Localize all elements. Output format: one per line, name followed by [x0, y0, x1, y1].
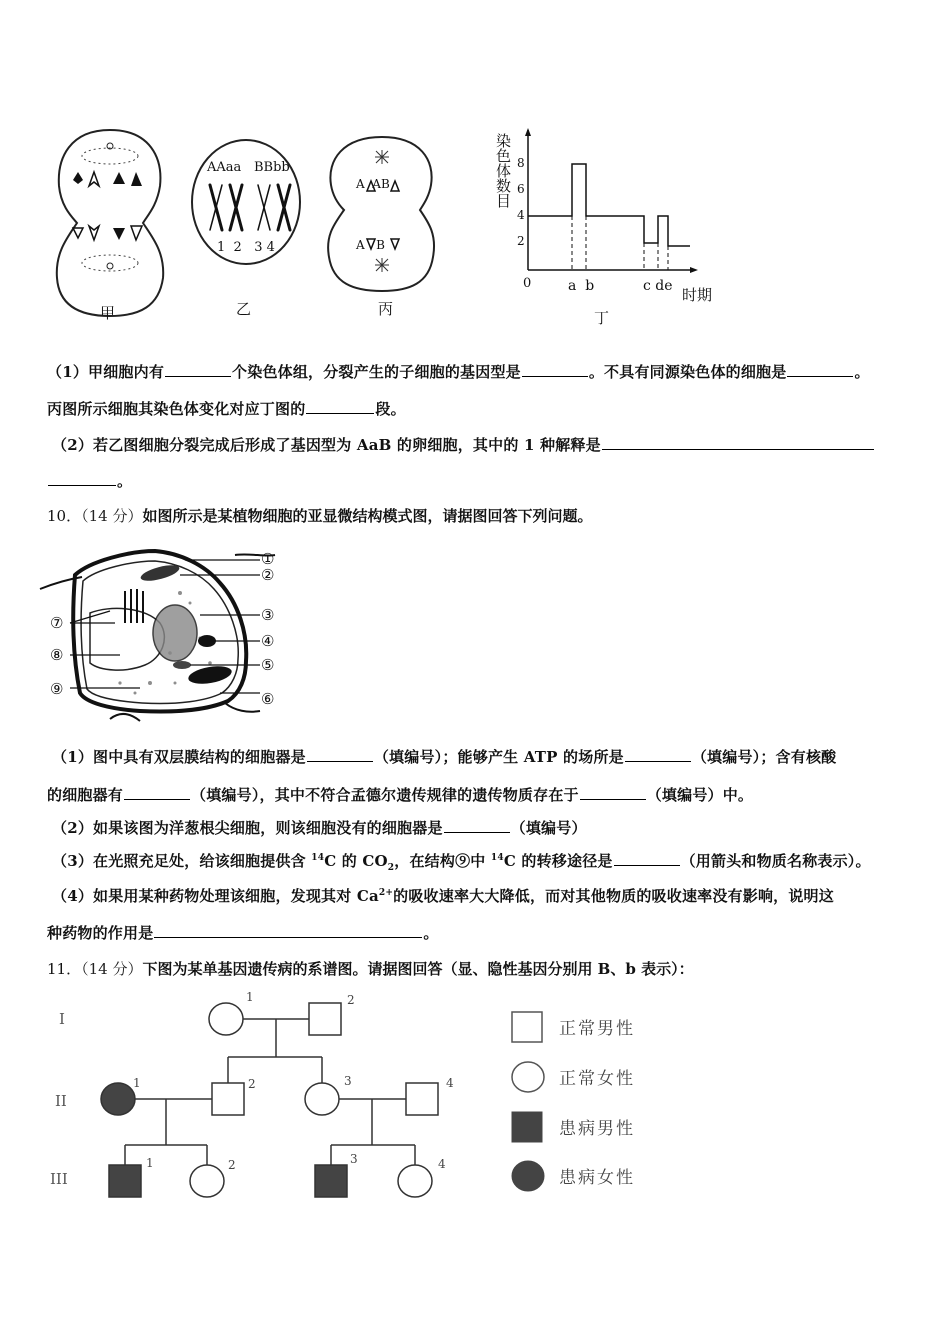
ding-origin: 0: [523, 276, 532, 291]
bing-bottom-genes: A B: [356, 238, 385, 252]
answer-blank[interactable]: [48, 484, 116, 486]
ding-ytick-6: 6: [517, 182, 525, 196]
cell-label-3: ③: [261, 606, 275, 624]
indiv-I-1: 1: [246, 990, 254, 1004]
answer-blank[interactable]: [124, 798, 190, 800]
ding-xmarks-cde: c de: [643, 278, 673, 294]
indiv-II-1: 1: [133, 1076, 141, 1090]
indiv-II-4: 4: [446, 1076, 454, 1090]
ding-chart: [520, 128, 720, 278]
legend-affected-female: 患病女性: [559, 1168, 635, 1188]
q10-part4-line2: 种药物的作用是 。: [47, 924, 439, 942]
q10-part3: （3）在光照充足处，给该细胞提供含 $^{14}$C 的 $CO_2$，在结构⑨中 $^{14}$C 的转移途径是 （用箭头和物质名称表示）。: [52, 852, 871, 873]
fig-label-ding: 丁: [594, 309, 610, 327]
pedigree-legend-symbols: [510, 1008, 550, 1198]
cell-label-7: ⑦: [50, 614, 64, 632]
cell-label-6: ⑥: [261, 690, 275, 708]
legend-affected-male: 患病男性: [559, 1119, 635, 1139]
cell-label-5: ⑤: [261, 656, 275, 674]
q10-part1-line2: 的细胞器有 （填编号），其中不符合孟德尔遗传规律的遗传物质存在于 （填编号）中。: [47, 786, 754, 804]
answer-blank[interactable]: [580, 798, 646, 800]
gen-label-1: I: [59, 1010, 65, 1028]
answer-blank[interactable]: [602, 448, 874, 450]
q10-part1-line1: （1）图中具有双层膜结构的细胞器是 （填编号）；能够产生 ATP 的场所是 （填编号）；含有核酸: [52, 748, 837, 766]
fig-label-yi: 乙: [236, 300, 252, 318]
answer-blank[interactable]: [625, 760, 691, 762]
q10-part4-line1: （4）如果用某种药物处理该细胞，发现其对 $Ca^{2+}$的吸收速率大大降低，而对其他物质的吸收速率没有影响，说明这: [52, 887, 834, 905]
q11-stem: 11．（14 分）下图为某单基因遗传病的系谱图。请据图回答（显、隐性基因分别用 B、b 表示）：: [47, 960, 694, 978]
q9-part1-line2: 丙图所示细胞其染色体变化对应丁图的 段。: [47, 400, 406, 418]
indiv-I-2: 2: [347, 993, 355, 1007]
gen-label-2: II: [55, 1092, 67, 1110]
ding-xmarks-ab: a b: [568, 278, 595, 294]
legend-normal-female: 正常女性: [559, 1069, 635, 1089]
cell-label-4: ④: [261, 632, 275, 650]
ding-ylabel: 染色体数目: [494, 133, 512, 208]
answer-blank[interactable]: [306, 412, 374, 414]
indiv-III-3: 3: [350, 1152, 358, 1166]
answer-blank[interactable]: [154, 936, 422, 938]
cell-label-1: ①: [261, 550, 275, 568]
answer-blank[interactable]: [614, 864, 680, 866]
fig-label-bing: 丙: [378, 300, 394, 318]
cell-label-8: ⑧: [50, 646, 64, 664]
cell-label-9: ⑨: [50, 680, 64, 698]
cell-label-2: ②: [261, 566, 275, 584]
indiv-III-2: 2: [228, 1158, 236, 1172]
answer-blank[interactable]: [444, 831, 510, 833]
answer-blank[interactable]: [307, 760, 373, 762]
yi-genes-right: BBbb: [254, 160, 290, 175]
gen-label-3: III: [50, 1170, 68, 1188]
answer-blank[interactable]: [787, 375, 853, 377]
answer-blank[interactable]: [165, 375, 231, 377]
legend-normal-male: 正常男性: [559, 1019, 635, 1039]
ding-ytick-8: 8: [517, 156, 525, 170]
ding-ytick-2: 2: [517, 234, 525, 248]
yi-numbers: 1 2 3 4: [217, 240, 275, 255]
q9-part1-line1: （1）甲细胞内有 个染色体组，分裂产生的子细胞的基因型是 。不具有同源染色体的细胞是 。: [47, 363, 870, 381]
plant-cell-figure: [50, 543, 290, 723]
q10-part2: （2）如果该图为洋葱根尖细胞，则该细胞没有的细胞器是 （填编号）: [52, 819, 587, 837]
indiv-II-3: 3: [344, 1074, 352, 1088]
answer-blank[interactable]: [522, 375, 588, 377]
q9-part2-cont: 。: [47, 470, 132, 491]
indiv-II-2: 2: [248, 1077, 256, 1091]
fig-label-jia: 甲: [100, 304, 116, 322]
ding-ytick-4: 4: [517, 208, 525, 222]
bing-top-genes: A AB: [356, 177, 390, 191]
yi-genes-left: AAaa: [207, 160, 242, 175]
q9-part2: （2）若乙图细胞分裂完成后形成了基因型为 AaB 的卵细胞，其中的 1 种解释是: [52, 434, 875, 455]
q10-stem: 10．（14 分）如图所示是某植物细胞的亚显微结构模式图，请据图回答下列问题。: [47, 507, 593, 525]
indiv-III-1: 1: [146, 1156, 154, 1170]
cell-figure-bing: [325, 135, 440, 295]
pedigree-chart: [90, 995, 450, 1205]
cell-figure-jia: [55, 128, 165, 328]
ding-xlabel: 时期: [682, 286, 713, 304]
indiv-III-4: 4: [438, 1157, 446, 1171]
